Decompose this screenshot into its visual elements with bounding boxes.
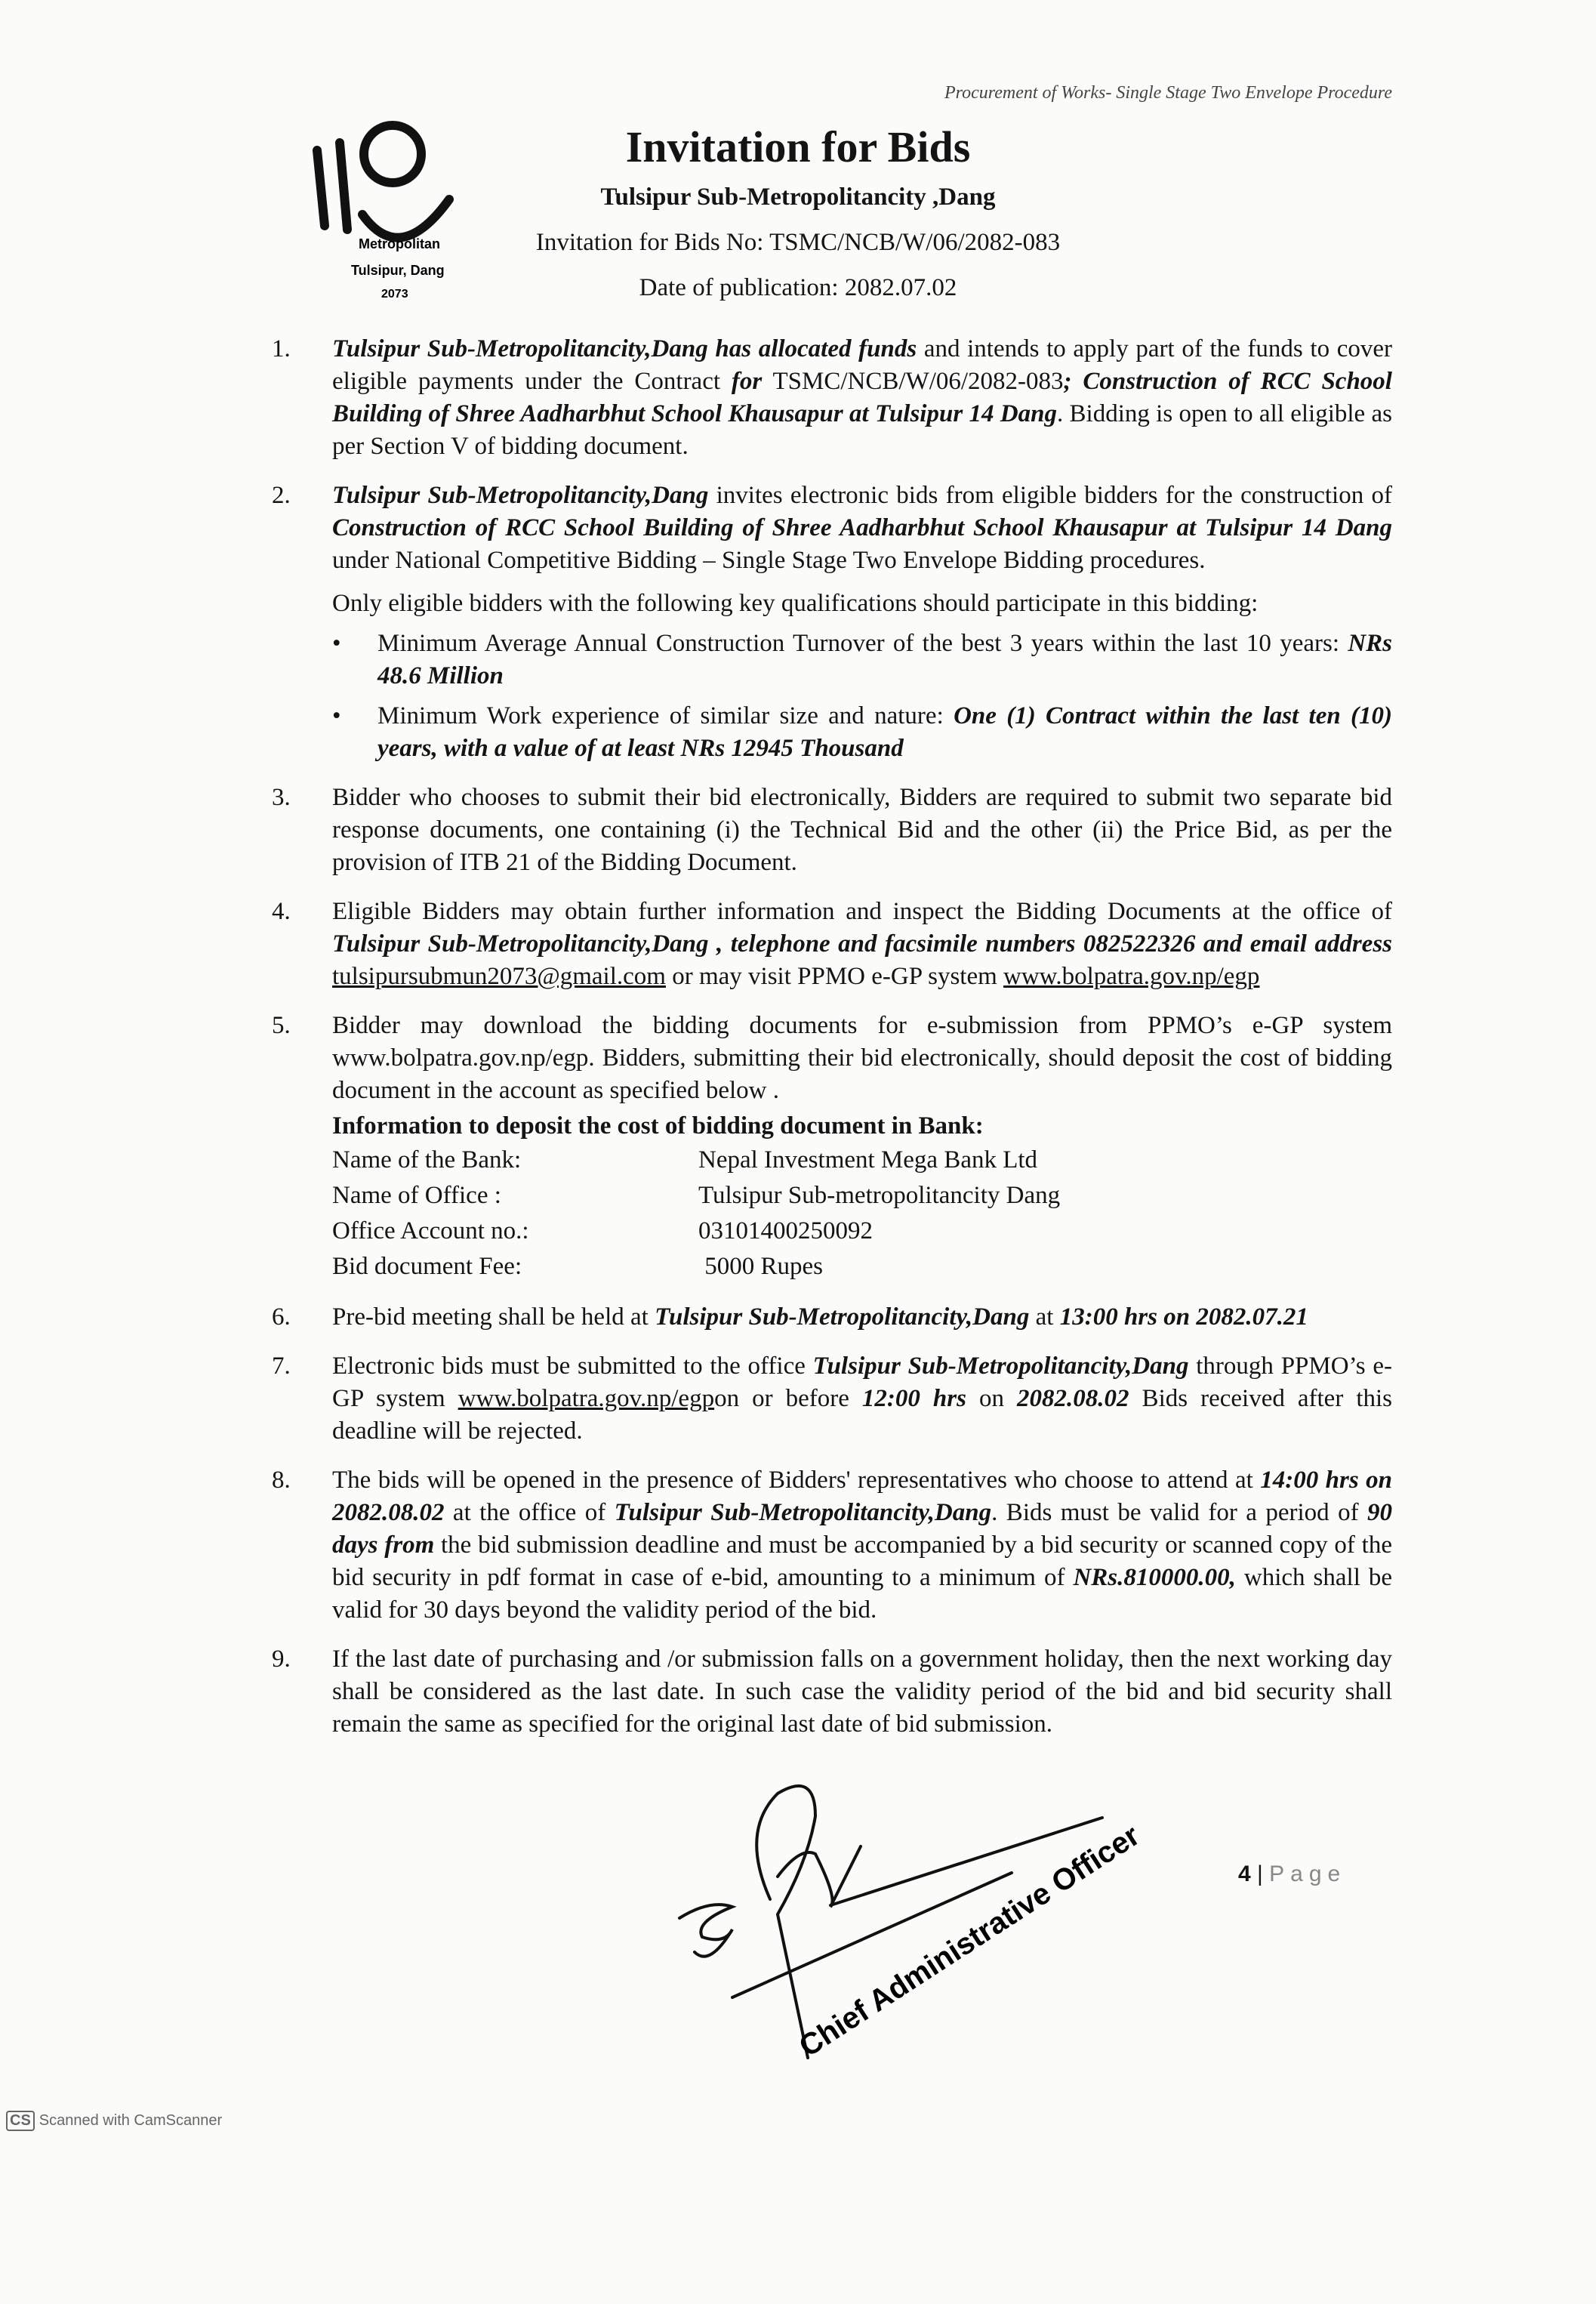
clause-text (332, 782, 1392, 879)
text-run: The bids will be opened in the presence of Bidders' representatives who choose to attend at (332, 1467, 1261, 1494)
scanner-footer: CS Scanned with CamScanner (0, 2111, 1392, 2131)
text-run: for (731, 368, 763, 395)
clause-text (332, 896, 1392, 993)
clause-6 (272, 1301, 1392, 1334)
text-run: 2082.08.02 (1017, 1385, 1129, 1412)
bullet-icon: • (332, 630, 341, 657)
text-run: or may visit PPMO e-GP system (665, 963, 1004, 990)
bank-info-label: Office Account no.: (332, 1217, 529, 1245)
clause-number: 2. (272, 482, 291, 509)
publication-date: Date of publication: 2082.07.02 (639, 274, 957, 301)
text-run: Eligible Bidders may obtain further information and inspect the Bidding Documents at the office of (332, 898, 1392, 925)
clause-number: 9. (272, 1645, 291, 1673)
bank-info-row (332, 1249, 1392, 1285)
clause-text (332, 480, 1392, 577)
qualification-item (332, 628, 1392, 692)
bank-info-value: 03101400250092 (698, 1217, 873, 1245)
bank-info-label: Name of the Bank: (332, 1146, 522, 1174)
clause-number: 8. (272, 1467, 291, 1494)
clause-number: 4. (272, 898, 291, 925)
text-run: 13:00 hrs on 2082.07.21 (1059, 1303, 1308, 1331)
text-run: . Bidding is open to all eligible as per Section V of bidding document. (332, 400, 1392, 460)
seal-text: Metropolitan (359, 236, 440, 251)
text-run: and intends to apply part of the funds to cover eligible payments under the Contract (332, 335, 1392, 395)
text-run: at (1029, 1303, 1060, 1331)
office-name: Tulsipur Sub-Metropolitancity ,Dang (600, 184, 996, 211)
bank-info-heading: Information to deposit the cost of bidding document in Bank: (332, 1112, 984, 1140)
running-header: Procurement of Works- Single Stage Two Envelope Procedure (944, 83, 1392, 103)
clause-8 (272, 1464, 1392, 1627)
clause-number: 6. (272, 1303, 291, 1331)
designation-stamp: Chief Administrative Officer (793, 1818, 1146, 2064)
header (0, 120, 1596, 310)
bank-info-label: Name of Office : (332, 1182, 501, 1209)
text-run: 14:00 hrs on 2082.08.02 (332, 1467, 1392, 1526)
clause-number: 5. (272, 1012, 291, 1039)
clause-2 (272, 480, 1392, 577)
clause-7 (272, 1350, 1392, 1448)
text-run: Tulsipur Sub-Metropolitancity,Dang (332, 482, 709, 509)
clause-number: 7. (272, 1352, 291, 1380)
text-run: through PPMO’s e- GP system (332, 1352, 1393, 1412)
text-run: tulsipursubmun2073@gmail.com (332, 963, 666, 990)
clause-text (332, 1301, 1392, 1334)
bank-info-value: 5000 Rupes (698, 1253, 823, 1280)
text-run: NRs.810000.00, (1073, 1564, 1236, 1591)
clause-number: 1. (272, 335, 291, 362)
text-run: on or before (714, 1385, 862, 1412)
text-run: ; Construction of RCC School Building of Shree Aadharbhut School Khausapur at Tulsipur 14 Dang (332, 368, 1392, 427)
text-run: NRs 48.6 Million (377, 630, 1392, 689)
text-run: Bids received after this deadline will be rejected. (332, 1385, 1393, 1445)
text-run: TSMC/NCB/W/06/2082-083 (762, 368, 1064, 395)
clause-3 (272, 782, 1392, 879)
text-run: Bidder may download the bidding documents for e-submission from PPMO’s e-GP system www.bolpatra.gov.np/egp. Bidders, submitting their bid electronically, should deposit the cost of bidding document in the account as specified below . (332, 1012, 1392, 1104)
text-run: One (1) Contract within the last ten (10) years, with a value of at least NRs 12945 Thousand (377, 702, 1392, 762)
camscanner-logo: CS (6, 2111, 35, 2131)
text-run: Tulsipur Sub-Metropolitancity,Dang (812, 1352, 1189, 1380)
clause-text (332, 1350, 1392, 1448)
clause-text (332, 333, 1392, 463)
text-run: Tulsipur Sub-Metropolitancity,Dang (614, 1499, 992, 1526)
text-run: Pre-bid meeting shall be held at (332, 1303, 655, 1331)
text-run: Electronic bids must be submitted to the office (332, 1352, 813, 1380)
clause-9 (272, 1643, 1392, 1741)
text-run: 90 days from (332, 1499, 1392, 1559)
page-title: Invitation for Bids (625, 122, 971, 171)
signature (664, 1771, 1208, 2096)
text-run: Tulsipur Sub-Metropolitancity,Dang (655, 1303, 1030, 1331)
bank-info-row (332, 1178, 1392, 1214)
text-run: which shall be valid for 30 days beyond the validity period of the bid. (332, 1564, 1393, 1624)
seal-text: Tulsipur, Dang (351, 263, 445, 278)
text-run: Minimum Work experience of similar size and nature: (377, 702, 954, 729)
clause-text (332, 1643, 1392, 1741)
text-run: Bidder who chooses to submit their bid electronically, Bidders are required to submit two separate bid response documents, one containing (i) the Technical Bid and the other (ii) the Price Bid, as per the provision of ITB 21 of the Bidding Document. (332, 784, 1392, 876)
clause-text (332, 1010, 1392, 1107)
bank-info-value: Tulsipur Sub-metropolitancity Dang (698, 1182, 1061, 1209)
text-run: If the last date of purchasing and /or submission falls on a government holiday, then the next working day shall be considered as the last date. In such case the validity period of the bid and bid security shall remain the same as specified for the original last date of bid submission. (332, 1645, 1392, 1738)
clause-number: 3. (272, 784, 291, 811)
bank-info-label: Bid document Fee: (332, 1253, 522, 1280)
text-run: Tulsipur Sub-Metropolitancity,Dang has allocated funds (332, 335, 917, 362)
municipal-seal-stamp (287, 113, 513, 339)
qualification-item (332, 700, 1392, 765)
text-run: on (966, 1385, 1018, 1412)
text-run: www.bolpatra.gov.np/egp (458, 1385, 715, 1412)
text-run: Minimum Average Annual Construction Turnover of the best 3 years within the last 10 years: (377, 630, 1348, 657)
seal-text: 2073 (381, 288, 408, 301)
clause-text (332, 1464, 1392, 1627)
bank-info-value: Nepal Investment Mega Bank Ltd (698, 1146, 1038, 1174)
text-run: Construction of RCC School Building of Shree Aadharbhut School Khausapur at Tulsipur 14 Dang (332, 514, 1392, 541)
text-run: Tulsipur Sub-Metropolitancity,Dang , telephone and facsimile numbers 082522326 and email address (332, 930, 1392, 958)
text-run: the bid submission deadline and must be accompanied by a bid security or scanned copy of the bid security in pdf format in case of e-bid, amounting to a minimum of (332, 1531, 1392, 1591)
qualifications-intro: Only eligible bidders with the following key qualifications should participate in this bidding: (332, 590, 1259, 617)
bullet-icon: • (332, 702, 341, 729)
bank-info-row (332, 1214, 1392, 1249)
clause-4 (272, 896, 1392, 993)
ifb-number: Invitation for Bids No: TSMC/NCB/W/06/2082-083 (535, 229, 1061, 256)
text-run: under National Competitive Bidding – Single Stage Two Envelope Bidding procedures. (332, 547, 1206, 574)
text-run: invites electronic bids from eligible bidders for the construction of (708, 482, 1392, 509)
text-run: www.bolpatra.gov.np/egp (1003, 963, 1260, 990)
text-run: at the office of (444, 1499, 615, 1526)
bank-info-row (332, 1143, 1392, 1178)
clause-5 (272, 1010, 1392, 1107)
page-number: 4 | Page (1238, 1861, 1347, 1886)
signature-block (272, 1771, 1392, 2096)
text-run: . Bids must be valid for a period of (991, 1499, 1367, 1526)
clause-1 (272, 333, 1392, 463)
text-run: 12:00 hrs (861, 1385, 966, 1412)
